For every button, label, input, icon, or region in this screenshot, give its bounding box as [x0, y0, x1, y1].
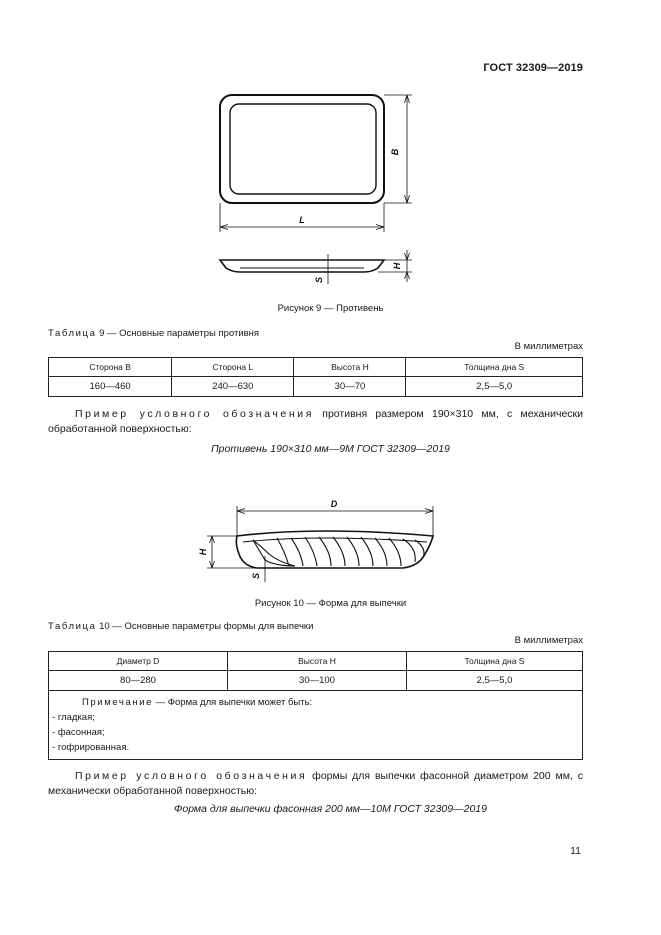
dim-label-s2: S: [251, 572, 261, 580]
note-heading: [82, 695, 574, 710]
table-9-caption-prefix: Таблица: [48, 328, 97, 339]
table-10-note: [49, 691, 583, 760]
table-9: [48, 357, 583, 397]
table-10-header-diameter: Диаметр D: [49, 652, 228, 671]
table-10: [48, 651, 583, 760]
table-9-header-thickness: Толщина дна S: [406, 358, 583, 377]
figure-10-drawing: [195, 496, 445, 596]
dim-label-h: H: [392, 262, 402, 270]
note-text: — Форма для выпечки может быть:: [153, 697, 313, 708]
list-item: - фасонная;: [52, 725, 574, 740]
figure-10-caption: Рисунок 10 — Форма для выпечки: [254, 598, 407, 609]
list-item: - гладкая;: [52, 710, 574, 725]
page-number: 11: [570, 845, 581, 857]
dim-label-l: L: [299, 215, 305, 225]
table-10-header-row: [49, 652, 583, 671]
example-9-paragraph: [48, 407, 583, 437]
table-10-caption-text: 10 — Основные параметры формы для выпечки: [96, 621, 314, 632]
example-9-text: противня размером 190×310 мм, с механически обработанной поверхностью:: [48, 408, 583, 435]
example-10-lead: Пример условного обозначения: [75, 770, 308, 782]
list-item: - гофрированная.: [52, 740, 574, 755]
table-10-cell-diameter: 80—280: [49, 671, 228, 691]
table-9-cell-height: 30—70: [294, 377, 406, 397]
table-9-cell-side-l: 240—630: [172, 377, 294, 397]
table-9-cell-side-b: 160—460: [49, 377, 172, 397]
table-10-header-thickness: Толщина дна S: [407, 652, 583, 671]
dim-label-d: D: [330, 499, 338, 509]
table-10-cell-thickness: 2,5—5,0: [407, 671, 583, 691]
table-9-caption: [48, 328, 259, 339]
table-10-caption: [48, 621, 313, 632]
table-10-header-height: Высота H: [228, 652, 407, 671]
example-10-paragraph: [48, 769, 583, 799]
note-label: Примечание: [82, 697, 153, 708]
figure-9-drawing: [200, 88, 430, 288]
table-row: [49, 671, 583, 691]
table-9-header-side-b: Сторона B: [49, 358, 172, 377]
example-9-lead: Пример условного обозначения: [75, 408, 315, 420]
dim-label-h2: H: [198, 548, 208, 556]
table-10-cell-height: 30—100: [228, 671, 407, 691]
figure-9-caption: Рисунок 9 — Противень: [277, 303, 384, 314]
table-9-header-side-l: Сторона L: [172, 358, 294, 377]
table-row: [49, 377, 583, 397]
note-list: [52, 710, 574, 755]
example-9-designation: Противень 190×310 мм—9М ГОСТ 32309—2019: [211, 443, 450, 455]
table-9-header-height: Высота H: [294, 358, 406, 377]
table-9-unit: В миллиметрах: [514, 341, 583, 352]
table-10-unit: В миллиметрах: [514, 635, 583, 646]
table-9-caption-text: 9 — Основные параметры противня: [96, 328, 260, 339]
table-9-header-row: [49, 358, 583, 377]
table-9-cell-thickness: 2,5—5,0: [406, 377, 583, 397]
dim-label-s: S: [314, 276, 324, 284]
dim-label-b: B: [390, 148, 400, 156]
table-10-note-row: [49, 691, 583, 760]
example-10-text: формы для выпечки фасонной диаметром 200 мм, с механически обработанной поверхностью:: [48, 770, 583, 797]
table-10-caption-prefix: Таблица: [48, 621, 97, 632]
example-10-designation: Форма для выпечки фасонная 200 мм—10М ГОСТ 32309—2019: [174, 803, 487, 815]
standard-number: ГОСТ 32309—2019: [483, 62, 583, 74]
